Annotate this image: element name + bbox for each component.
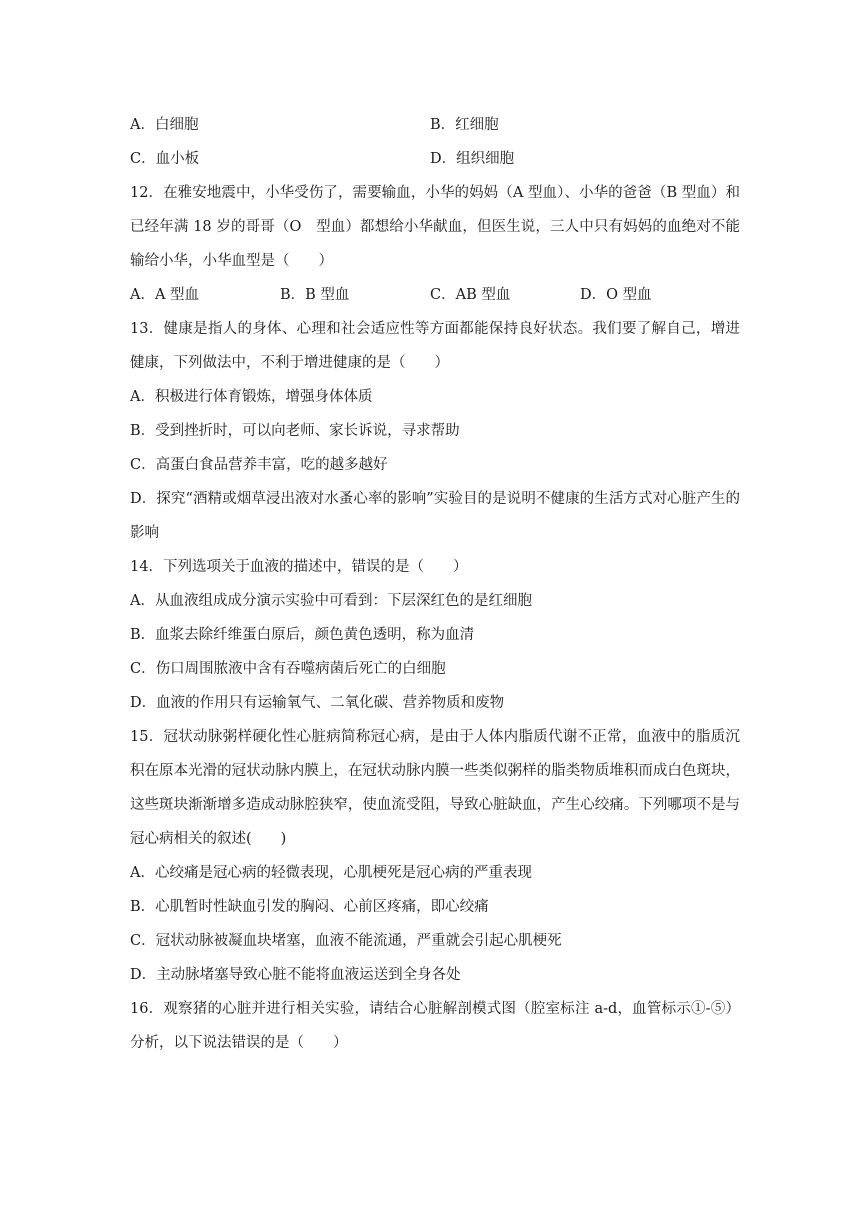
q11-options-row-1 <box>130 108 740 142</box>
q12-option-c: C．AB 型血 <box>430 287 511 303</box>
q14-option-c: C．伤口周围脓液中含有吞噬病菌后死亡的白细胞 <box>130 661 446 677</box>
q12-option-a: A．A 型血 <box>130 287 200 303</box>
q15-option-c: C．冠状动脉被凝血块堵塞，血液不能流通，严重就会引起心肌梗死 <box>130 933 562 949</box>
q16-stem: 16．观察猪的心脏并进行相关实验，请结合心脏解剖模式图（腔室标注 a-d，血管标示①-⑤）分析，以下说法错误的是（ ） <box>130 1001 740 1051</box>
q11-option-b: B．红细胞 <box>430 117 499 133</box>
q11-option-c: C．血小板 <box>130 151 200 167</box>
q13-stem: 13．健康是指人的身体、心理和社会适应性等方面都能保持良好状态。我们要了解自己，增进健康，下列做法中，不利于增进健康的是（ ） <box>130 321 740 371</box>
q14-option-b: B．血浆去除纤维蛋白原后，颜色黄色透明，称为血清 <box>130 627 475 643</box>
q13-option-d: D．探究“酒精或烟草浸出液对水蚤心率的影响”实验目的是说明不健康的生活方式对心脏产生的影响 <box>130 491 740 541</box>
q12-option-d: D．O 型血 <box>580 287 652 303</box>
q11-option-d: D．组织细胞 <box>430 151 515 167</box>
question-list <box>130 108 740 1060</box>
q15-option-b: B．心肌暂时性缺血引发的胸闷、心前区疼痛，即心绞痛 <box>130 899 489 915</box>
q15-stem: 15．冠状动脉粥样硬化性心脏病简称冠心病，是由于人体内脂质代谢不正常，血液中的脂质沉积在原本光滑的冠状动脉内膜上，在冠状动脉内膜一些类似粥样的脂类物质堆积而成白色斑块，这些斑块渐渐增多造成动脉腔狭窄，使血流受阻，导致心脏缺血，产生心绞痛。下列哪项不是与冠心病相关的叙述( ) <box>130 729 740 847</box>
q13-option-b: B．受到挫折时，可以向老师、家长诉说，寻求帮助 <box>130 423 460 439</box>
q13-option-a: A．积极进行体育锻炼，增强身体体质 <box>130 389 373 405</box>
q12-options <box>130 278 740 312</box>
q14-stem: 14．下列选项关于血液的描述中，错误的是（ ） <box>130 559 468 575</box>
q13-option-c: C．高蛋白食品营养丰富，吃的越多越好 <box>130 457 388 473</box>
q15-option-a: A．心绞痛是冠心病的轻微表现，心肌梗死是冠心病的严重表现 <box>130 865 532 881</box>
q15-option-d: D．主动脉堵塞导致心脏不能将血液运送到全身各处 <box>130 967 461 983</box>
q11-option-a: A．白细胞 <box>130 117 199 133</box>
q11-options-row-2 <box>130 142 740 176</box>
q14-option-a: A．从血液组成成分演示实验中可看到：下层深红色的是红细胞 <box>130 593 532 609</box>
q12-stem: 12．在雅安地震中，小华受伤了，需要输血，小华的妈妈（A 型血）、小华的爸爸（B 型血）和已经年满 18 岁的哥哥（O 型血）都想给小华献血，但医生说，三人中只有妈妈的血绝对不能输给小华，小华血型是（ ） <box>130 185 740 269</box>
q14-option-d: D．血液的作用只有运输氧气、二氧化碳、营养物质和废物 <box>130 695 505 711</box>
q12-option-b: B．B 型血 <box>280 287 350 303</box>
